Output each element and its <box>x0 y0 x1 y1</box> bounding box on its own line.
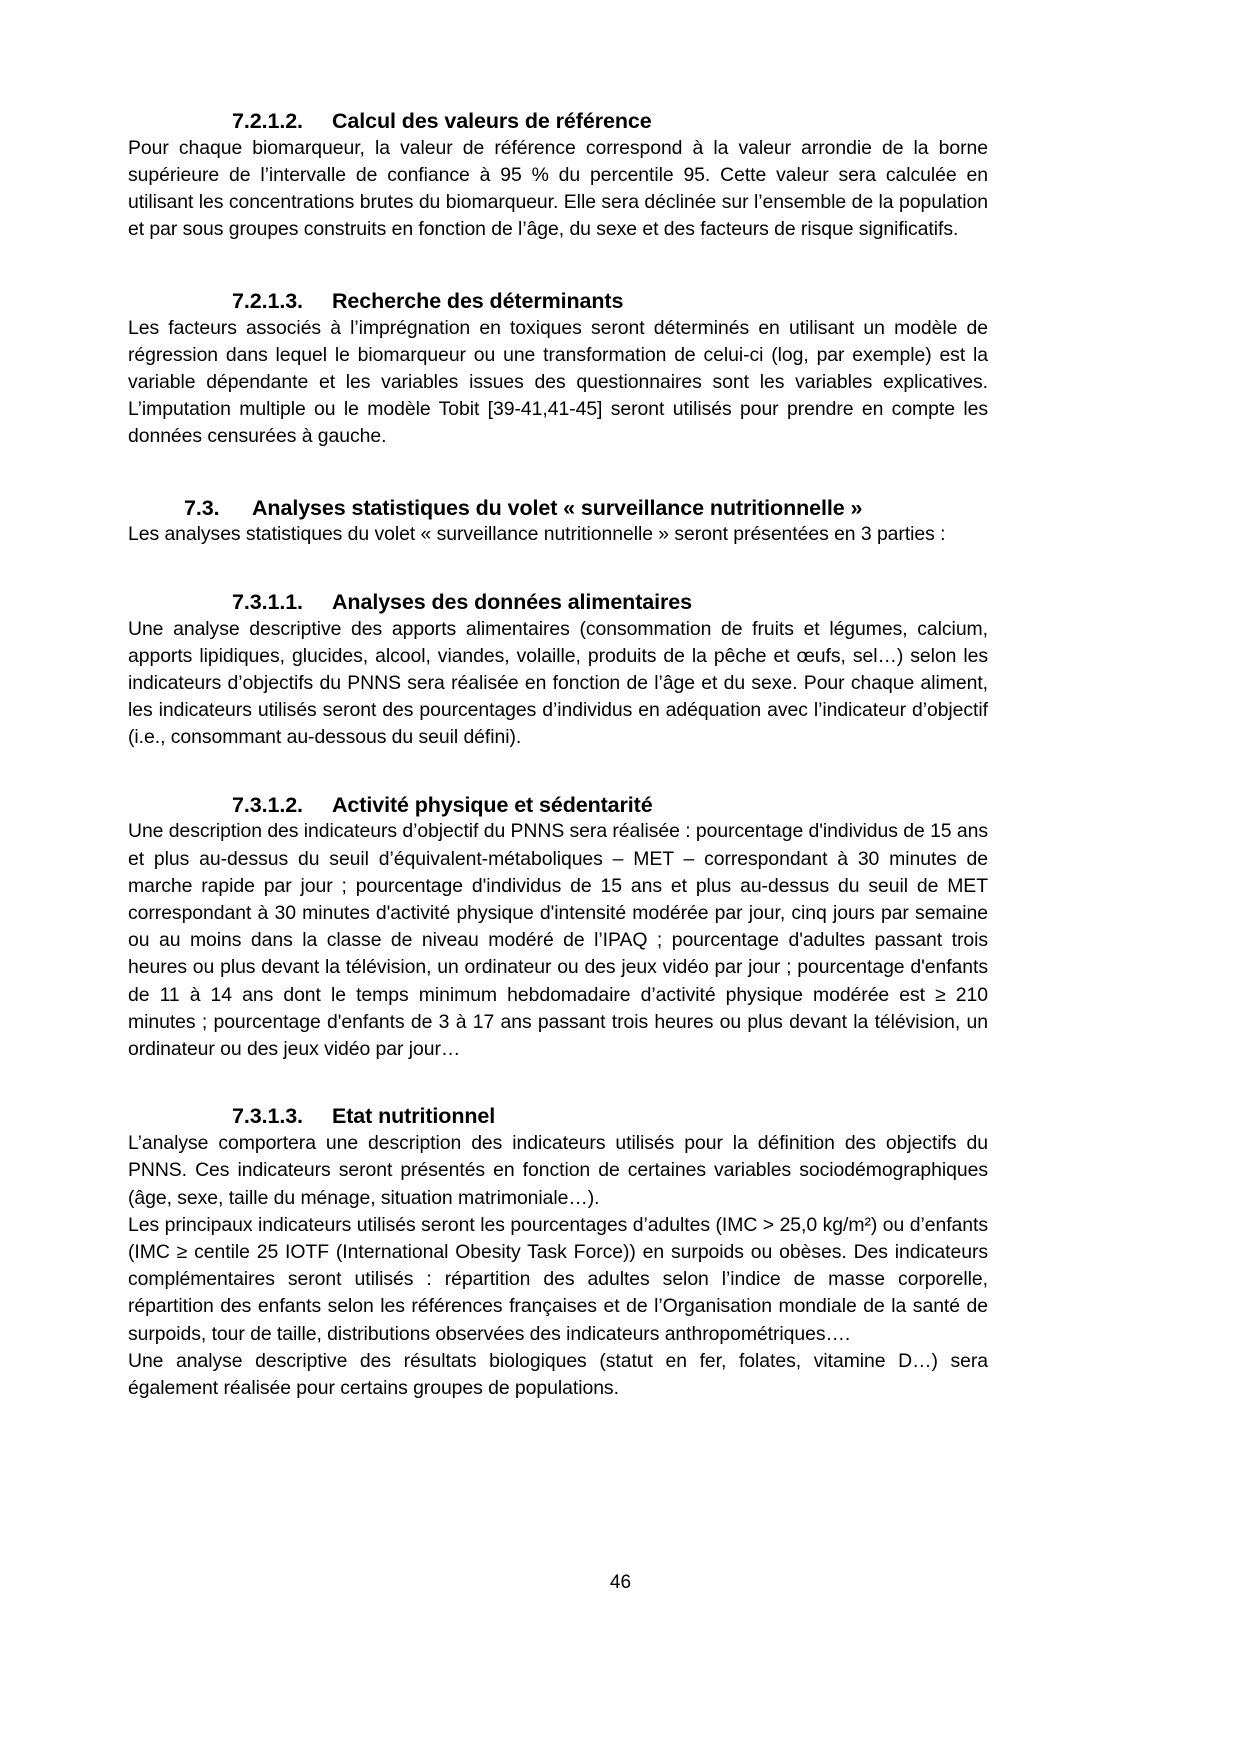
heading-recherche-determinants <box>128 288 988 315</box>
heading-number: 7.3.1.1. <box>232 589 303 614</box>
heading-title: Activité physique et sédentarité <box>332 792 653 817</box>
heading-number: 7.3.1.2. <box>232 792 303 817</box>
paragraph-etat-nutritionnel-2: Les principaux indicateurs utilisés seront les pourcentages d’adultes (IMC > 25,0 kg/m²) ou d’enfants (IMC ≥ centile 25 IOTF (International Obesity Task Force)) en surpoids ou obèses. Des indicateurs complémentaires seront utilisés : répartition des adultes selon l’indice de masse corporelle, répartition des enfants selon les références françaises et de l’Organisation mondiale de la santé de surpoids, tour de taille, distributions observées des indicateurs anthropométriques…. <box>128 1213 988 1345</box>
heading-analyses-donnees-alimentaires <box>128 589 988 616</box>
heading-title: Recherche des déterminants <box>332 288 624 313</box>
paragraph-etat-nutritionnel-1: L’analyse comportera une description des indicateurs utilisés pour la définition des objectifs du PNNS. Ces indicateurs seront présentés en fonction de certaines variables sociodémographiques (âge, sexe, taille du ménage, situation matrimoniale…). <box>128 1132 988 1209</box>
page-number-footer: 46 <box>609 1572 632 1593</box>
heading-title: Calcul des valeurs de référence <box>332 109 652 133</box>
paragraph-analyses-statistiques-intro: Les analyses statistiques du volet « surveillance nutritionnelle » seront présentées en 3 parties : <box>128 523 946 546</box>
heading-calcul-valeurs-reference <box>128 108 988 135</box>
heading-number: 7.2.1.2. <box>232 109 303 133</box>
heading-title: Analyses des données alimentaires <box>332 589 692 614</box>
heading-title: Analyses statistiques du volet « surveillance nutritionnelle » <box>252 495 863 520</box>
paragraph-recherche-determinants: Les facteurs associés à l’imprégnation en toxiques seront déterminés en utilisant un modèle de régression dans lequel le biomarqueur ou une transformation de celui-ci (log, par exemple) est la variable dépendante et les variables issues des questionnaires sont les variables explicatives. L’imputation multiple ou le modèle Tobit [39-41,41-45] seront utilisés pour prendre en compte les données censurées à gauche. <box>128 316 988 448</box>
heading-title: Etat nutritionnel <box>332 1104 496 1129</box>
heading-number: 7.3. <box>184 495 220 520</box>
heading-analyses-statistiques-surveillance-nutritionnelle <box>128 495 988 522</box>
page-content <box>128 108 988 1402</box>
heading-number: 7.3.1.3. <box>232 1104 303 1129</box>
heading-etat-nutritionnel <box>128 1103 988 1130</box>
heading-number: 7.2.1.3. <box>232 288 303 313</box>
paragraph-activite-physique-sedentarite: Une description des indicateurs d’objectif du PNNS sera réalisée : pourcentage d'individus de 15 ans et plus au-dessus du seuil d’équivalent-métaboliques – MET – correspondant à 30 minutes de marche rapide par jour ; pourcentage d'individus de 15 ans et plus au-dessus du seuil de MET correspondant à 30 minutes d'activité physique d'intensité modérée par jour, cinq jours par semaine ou au moins dans la classe de niveau modéré de l’IPAQ ; pourcentage d'adultes passant trois heures ou plus devant la télévision, un ordinateur ou des jeux vidéo par jour ; pourcentage d'enfants de 11 à 14 ans dont le temps minimum hebdomadaire d’activité physique modérée est ≥ 210 minutes ; pourcentage d'enfants de 3 à 17 ans passant trois heures ou plus devant la télévision, un ordinateur ou des jeux vidéo par jour… <box>128 820 988 1061</box>
paragraph-etat-nutritionnel-3: Une analyse descriptive des résultats biologiques (statut en fer, folates, vitamine D…) sera également réalisée pour certains groupes de populations. <box>128 1349 988 1399</box>
heading-activite-physique-sedentarite <box>128 792 988 819</box>
paragraph-calcul-valeurs-reference: Pour chaque biomarqueur, la valeur de référence correspond à la valeur arrondie de la borne supérieure de l’intervalle de confiance à 95 % du percentile 95. Cette valeur sera calculée en utilisant les concentrations brutes du biomarqueur. Elle sera déclinée sur l’ensemble de la population et par sous groupes construits en fonction de l’âge, du sexe et des facteurs de risque significatifs. <box>128 136 988 241</box>
paragraph-analyses-donnees-alimentaires: Une analyse descriptive des apports alimentaires (consommation de fruits et légumes, calcium, apports lipidiques, glucides, alcool, viandes, volaille, produits de la pêche et œufs, sel…) selon les indicateurs d’objectifs du PNNS sera réalisée en fonction de l’âge et du sexe. Pour chaque aliment, les indicateurs utilisés seront des pourcentages d’individus en adéquation avec l’indicateur d’objectif (i.e., consommant au-dessous du seuil défini). <box>128 617 988 749</box>
